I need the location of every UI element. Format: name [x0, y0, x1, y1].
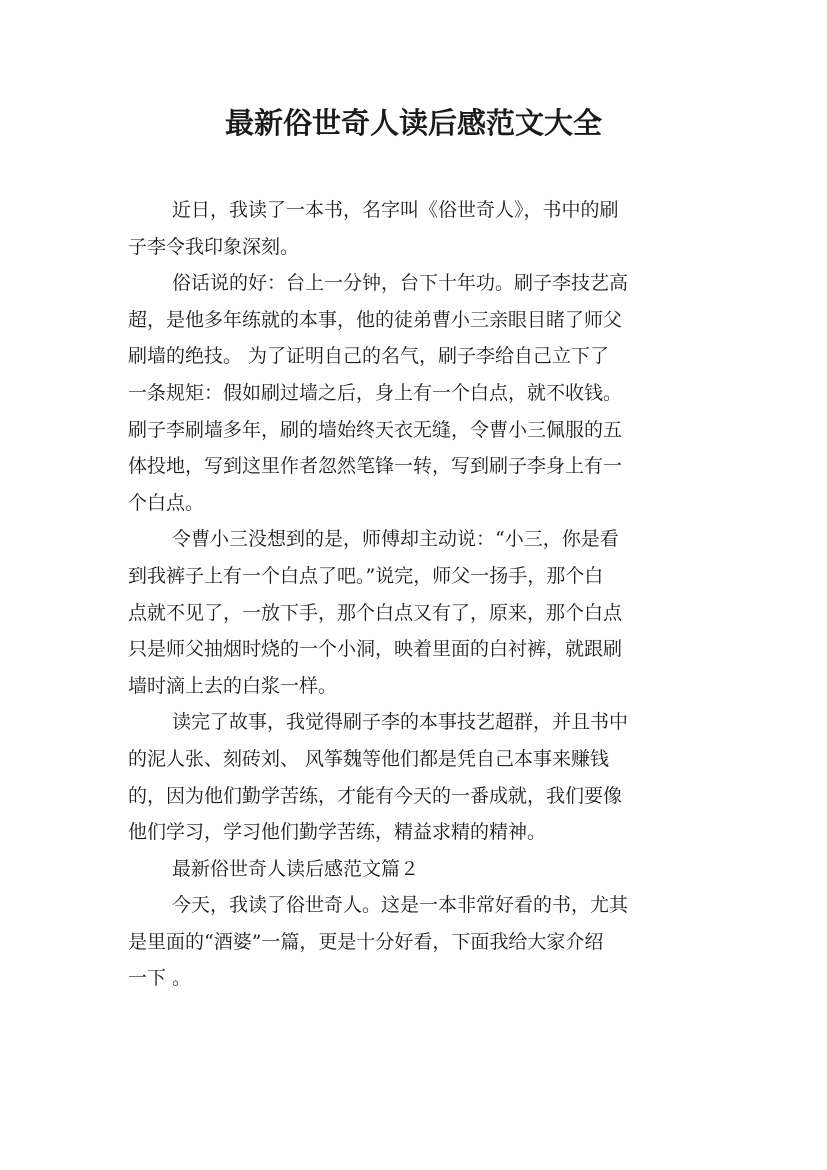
text-line: 读完了故事，我觉得刷子李的本事技艺超群，并且书中	[172, 711, 629, 734]
text-line: 墙时滴上去的白浆一样。	[128, 674, 338, 697]
paragraph-3	[128, 521, 708, 704]
paragraph-2	[128, 265, 708, 521]
text-line: 刷墙的绝技。 为了证明自己的名气，刷子李给自己立下了	[128, 345, 610, 368]
text-line: 今天，我读了俗世奇人。这是一本非常好看的书，尤其	[172, 894, 629, 917]
paragraph-4	[128, 704, 708, 850]
text-line: 的，因为他们勤学苦练，才能有今天的一番成就，我们要像	[128, 784, 623, 807]
text-line: 一下 。	[128, 967, 192, 990]
text-line: 超，是他多年练就的本事，他的徒弟曹小三亲眼目睹了师父	[128, 308, 623, 331]
document-title: 最新俗世奇人读后感范文大全	[224, 106, 602, 140]
section-subheading: 最新俗世奇人读后感范文篇２	[172, 857, 420, 880]
text-line: 子李令我印象深刻。	[128, 235, 300, 258]
text-line: 俗话说的好：台上一分钟，台下十年功。刷子李技艺高	[172, 272, 629, 295]
text-line: 令曹小三没想到的是，师傅却主动说：“小三，你是看	[172, 528, 619, 551]
text-line: 的泥人张、刻砖刘、 风筝魏等他们都是凭自己本事来赚钱	[128, 747, 610, 770]
text-line: 刷子李刷墙多年，刷的墙始终天衣无缝，令曹小三佩服的五	[128, 418, 623, 441]
text-line: 是里面的“酒婆”一篇，更是十分好看，下面我给大家介绍	[128, 930, 604, 953]
paragraph-5	[128, 887, 708, 997]
paragraph-1	[128, 192, 708, 265]
text-line: 到我裤子上有一个白点了吧。”说完，师父一扬手，那个白	[128, 564, 604, 587]
text-line: 只是师父抽烟时烧的一个小洞，映着里面的白衬裤，就跟刷	[128, 638, 623, 661]
text-line: 点就不见了，一放下手，那个白点又有了，原来，那个白点	[128, 601, 623, 624]
text-line: 一条规矩：假如刷过墙之后，身上有一个白点，就不收钱。	[128, 381, 623, 404]
text-line: 近日，我读了一本书，名字叫《俗世奇人》，书中的刷	[172, 199, 619, 221]
text-line: 他们学习，学习他们勤学苦练，精益求精的精神。	[128, 821, 547, 844]
text-line: 个白点。	[128, 491, 205, 514]
document-body	[128, 192, 708, 997]
text-line: 体投地，写到这里作者忽然笔锋一转，写到刷子李身上有一	[128, 455, 623, 478]
